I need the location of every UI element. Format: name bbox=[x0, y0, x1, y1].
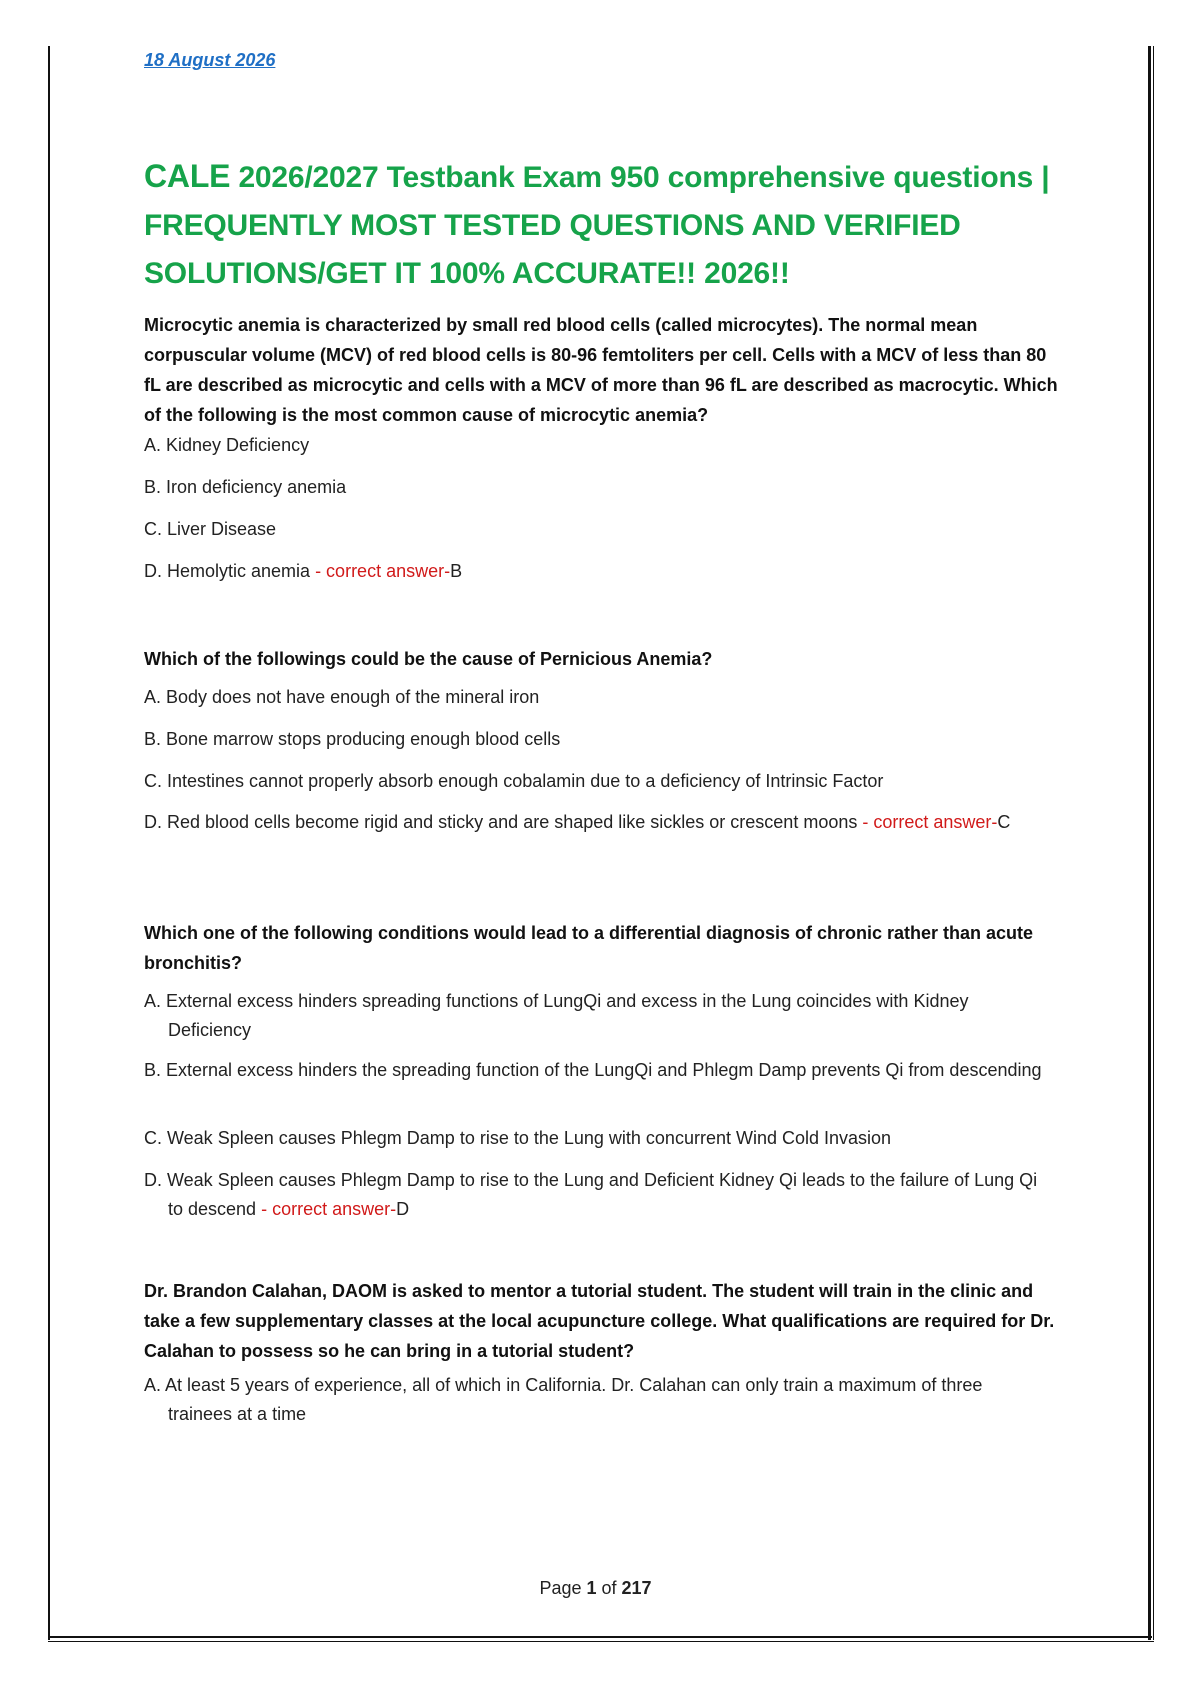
option-text: D. Hemolytic anemia bbox=[144, 561, 311, 581]
correct-answer-label: - correct answer- bbox=[857, 812, 998, 832]
option-text: D. Red blood cells become rigid and sticky and are shaped like sickles or crescent moons bbox=[144, 812, 858, 832]
question-3-option-d bbox=[144, 1166, 1044, 1224]
document-title bbox=[144, 152, 1074, 298]
question-2-option-b: B. Bone marrow stops producing enough blood cells bbox=[144, 729, 561, 749]
page-number: 1 bbox=[586, 1578, 597, 1598]
question-4-option-a: A. At least 5 years of experience, all of which in California. Dr. Calahan can only train a maximum of three trainees at a time bbox=[144, 1375, 983, 1424]
page-border-right bbox=[1148, 46, 1151, 1640]
question-2-option-c: C. Intestines cannot properly absorb enough cobalamin due to a deficiency of Intrinsic Factor bbox=[144, 771, 884, 791]
question-2-option-d bbox=[144, 808, 1044, 837]
page-border-right-inner bbox=[1153, 46, 1154, 1640]
document-date[interactable]: 18 August 2026 bbox=[144, 50, 276, 70]
question-4-text: Dr. Brandon Calahan, DAOM is asked to mentor a tutorial student. The student will train in the clinic and take a few supplementary classes at the local acupuncture college. What qualifications are required for Dr. Calahan to possess so he can bring in a tutorial student? bbox=[144, 1281, 1055, 1361]
question-3-text: Which one of the following conditions would lead to a differential diagnosis of chronic rather than acute bronchitis? bbox=[144, 923, 1034, 973]
page-total: 217 bbox=[621, 1578, 652, 1598]
question-1-option-b: B. Iron deficiency anemia bbox=[144, 477, 347, 497]
correct-answer-label: - correct answer- bbox=[256, 1199, 397, 1219]
question-3-option-a: A. External excess hinders spreading functions of LungQi and excess in the Lung coincides with Kidney Deficiency bbox=[144, 991, 969, 1040]
title-lead: CALE bbox=[144, 158, 231, 194]
question-1-option-a: A. Kidney Deficiency bbox=[144, 435, 310, 455]
correct-answer-letter: B bbox=[450, 561, 463, 581]
page-footer bbox=[0, 1578, 1191, 1599]
correct-answer-letter: C bbox=[997, 812, 1011, 832]
page-label: Page bbox=[539, 1578, 587, 1598]
question-3-option-c: C. Weak Spleen causes Phlegm Damp to rise to the Lung with concurrent Wind Cold Invasion bbox=[144, 1128, 892, 1148]
page-border-bottom bbox=[48, 1636, 1152, 1638]
option-text: D. Weak Spleen causes Phlegm Damp to rise to the Lung and Deficient Kidney Qi leads to the failure of Lung Qi to descend bbox=[144, 1170, 1038, 1219]
page-border-left bbox=[48, 46, 50, 1640]
page-of-label: of bbox=[596, 1578, 622, 1598]
question-1-option-c: C. Liver Disease bbox=[144, 519, 277, 539]
question-1-option-d bbox=[144, 557, 1044, 586]
question-2-text: Which of the followings could be the cause of Pernicious Anemia? bbox=[144, 649, 713, 669]
correct-answer-label: - correct answer- bbox=[310, 561, 451, 581]
question-1-text: Microcytic anemia is characterized by small red blood cells (called microcytes). The normal mean corpuscular volume (MCV) of red blood cells is 80-96 femtoliters per cell. Cells with a MCV of less than 80 fL are described as microcytic and cells with a MCV of more than 96 fL are described as macrocytic. Which of the following is the most common cause of microcytic anemia? bbox=[144, 315, 1058, 425]
page-border-bottom-inner bbox=[48, 1641, 1154, 1642]
question-2-option-a: A. Body does not have enough of the mineral iron bbox=[144, 687, 540, 707]
correct-answer-letter: D bbox=[396, 1199, 410, 1219]
title-rest: 2026/2027 Testbank Exam 950 comprehensive questions | FREQUENTLY MOST TESTED QUESTIONS AND VERIFIED SOLUTIONS/GET IT 100% ACCURATE!! 2026!! bbox=[144, 161, 1050, 290]
question-3-option-b: B. External excess hinders the spreading function of the LungQi and Phlegm Damp prevents Qi from descending bbox=[144, 1060, 1042, 1080]
